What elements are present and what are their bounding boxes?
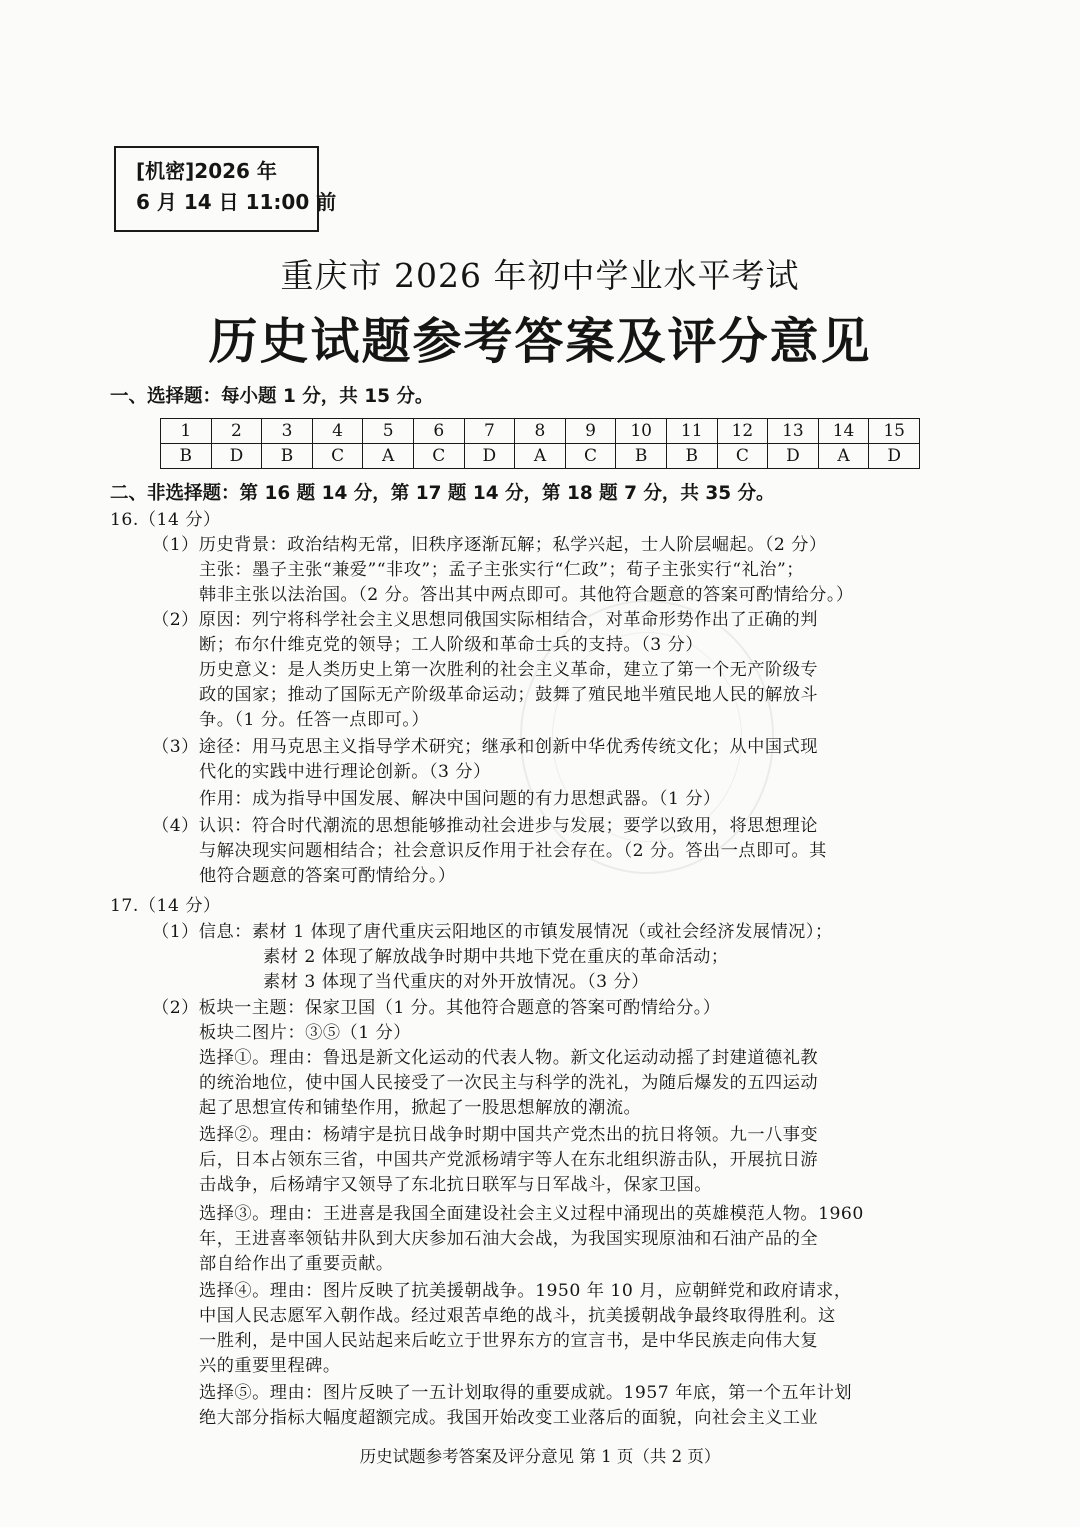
question-number-cell: 3 <box>262 419 313 444</box>
answer-line: 素材 3 体现了当代重庆的对外开放情况。（3 分） <box>263 972 649 992</box>
confidential-line-1: [机密]2026 年 <box>136 159 277 183</box>
question-heading: 17.（14 分） <box>110 896 221 916</box>
answer-line: 选择③。理由：王进喜是我国全面建设社会主义过程中涌现出的英雄模范人物。1960 <box>199 1204 864 1224</box>
question-number-cell: 1 <box>161 419 212 444</box>
section-2-heading: 二、非选择题：第 16 题 14 分，第 17 题 14 分，第 18 题 7 分，共 35 分。 <box>110 483 775 504</box>
answer-line: 代化的实践中进行理论创新。（3 分） <box>199 762 491 782</box>
answer-letter-cell: D <box>768 444 819 469</box>
answer-line: 选择④。理由：图片反映了抗美援朝战争。1950 年 10 月，应朝鲜党和政府请求， <box>199 1281 852 1301</box>
answer-line: 起了思想宣传和铺垫作用，掀起了一股思想解放的潮流。 <box>199 1098 642 1118</box>
answer-letter-cell: C <box>565 444 616 469</box>
answer-line: 的统治地位，使中国人民接受了一次民主与科学的洗礼，为随后爆发的五四运动 <box>199 1073 819 1093</box>
answer-line: （4）认识：符合时代潮流的思想能够推动社会进步与发展；要学以致用，将思想理论 <box>152 816 818 836</box>
question-heading: 16.（14 分） <box>110 510 221 530</box>
answer-line: 韩非主张以法治国。（2 分。答出其中两点即可。其他符合题意的答案可酌情给分。） <box>199 585 854 605</box>
answer-letter-cell: B <box>616 444 667 469</box>
page-title: 历史试题参考答案及评分意见 <box>208 313 872 370</box>
answer-line: 选择①。理由：鲁迅是新文化运动的代表人物。新文化运动动摇了封建道德礼教 <box>199 1048 819 1068</box>
answer-line: 选择②。理由：杨靖宇是抗日战争时期中国共产党杰出的抗日将领。九一八事变 <box>199 1125 819 1145</box>
question-number-cell: 15 <box>869 419 920 444</box>
answer-line: 年，王进喜率领钻井队到大庆参加石油大会战，为我国实现原油和石油产品的全 <box>199 1229 819 1249</box>
question-number-cell: 2 <box>211 419 262 444</box>
answer-letter-cell: B <box>666 444 717 469</box>
question-number-cell: 11 <box>666 419 717 444</box>
answer-line: （3）途径：用马克思主义指导学术研究；继承和创新中华优秀传统文化；从中国式现 <box>152 737 818 757</box>
question-number-cell: 7 <box>464 419 515 444</box>
answer-line: 击战争，后杨靖宇又领导了东北抗日联军与日军战斗，保家卫国。 <box>199 1175 712 1195</box>
answer-line: 一胜利，是中国人民站起来后屹立于世界东方的宣言书，是中华民族走向伟大复 <box>199 1331 819 1351</box>
answer-line: 绝大部分指标大幅度超额完成。我国开始改变工业落后的面貌，向社会主义工业 <box>199 1408 819 1428</box>
answer-line: （1）历史背景：政治结构无常，旧秩序逐渐瓦解；私学兴起，士人阶层崛起。（2 分） <box>152 535 827 555</box>
section-1-heading: 一、选择题：每小题 1 分，共 15 分。 <box>110 386 434 407</box>
answer-line: 素材 2 体现了解放战争时期中共地下党在重庆的革命活动； <box>263 947 729 967</box>
answer-line: （2）原因：列宁将科学社会主义思想同俄国实际相结合，对革命形势作出了正确的判 <box>152 610 818 630</box>
question-number-cell: 4 <box>312 419 363 444</box>
question-number-cell: 10 <box>616 419 667 444</box>
question-number-cell: 14 <box>818 419 869 444</box>
question-number-cell: 5 <box>363 419 414 444</box>
answer-letter-cell: C <box>717 444 768 469</box>
answer-line: 政的国家；推动了国际无产阶级革命运动；鼓舞了殖民地半殖民地人民的解放斗 <box>199 685 819 705</box>
confidential-line-2: 6 月 14 日 11:00 前 <box>136 190 337 214</box>
answer-letter-cell: A <box>818 444 869 469</box>
answer-letter-cell: D <box>869 444 920 469</box>
answer-letter-cell: B <box>262 444 313 469</box>
answer-line: 断；布尔什维克党的领导；工人阶级和革命士兵的支持。（3 分） <box>199 635 704 655</box>
answer-line: 中国人民志愿军入朝作战。经过艰苦卓绝的战斗，抗美援朝战争最终取得胜利。这 <box>199 1306 836 1326</box>
answer-letter-cell: A <box>515 444 566 469</box>
answer-table <box>160 418 920 469</box>
answer-line: 与解决现实问题相结合；社会意识反作用于社会存在。（2 分。答出一点即可。其 <box>199 841 827 861</box>
answer-letter-cell: A <box>363 444 414 469</box>
answer-line: 板块二图片：③⑤（1 分） <box>199 1023 411 1043</box>
question-number-cell: 8 <box>515 419 566 444</box>
answer-table-answer-row <box>161 444 920 469</box>
answer-line: 部自给作出了重要贡献。 <box>199 1254 394 1274</box>
question-number-cell: 6 <box>413 419 464 444</box>
answer-line: 争。（1 分。任答一点即可。） <box>199 710 430 730</box>
answer-line: 他符合题意的答案可酌情给分。） <box>199 866 456 886</box>
answer-line: 选择⑤。理由：图片反映了一五计划取得的重要成就。1957 年底，第一个五年计划 <box>199 1383 853 1403</box>
question-number-cell: 12 <box>717 419 768 444</box>
answer-table-number-row <box>161 419 920 444</box>
confidential-notice-box <box>114 146 337 232</box>
answer-line: 作用：成为指导中国发展、解决中国问题的有力思想武器。（1 分） <box>199 789 721 809</box>
answer-line: （2）板块一主题：保家卫国（1 分。其他符合题意的答案可酌情给分。） <box>152 998 721 1018</box>
page-footer: 历史试题参考答案及评分意见 第 1 页（共 2 页） <box>359 1447 721 1466</box>
answer-letter-cell: C <box>312 444 363 469</box>
question-number-cell: 13 <box>768 419 819 444</box>
answer-letter-cell: D <box>211 444 262 469</box>
exam-title: 重庆市 2026 年初中学业水平考试 <box>280 256 800 295</box>
answer-line: 兴的重要里程碑。 <box>199 1356 341 1376</box>
answer-line: 历史意义：是人类历史上第一次胜利的社会主义革命，建立了第一个无产阶级专 <box>199 660 819 680</box>
answer-letter-cell: B <box>161 444 212 469</box>
answer-letter-cell: C <box>413 444 464 469</box>
answer-letter-cell: D <box>464 444 515 469</box>
answer-line: （1）信息：素材 1 体现了唐代重庆云阳地区的市镇发展情况（或社会经济发展情况）； <box>152 922 833 942</box>
question-number-cell: 9 <box>565 419 616 444</box>
answer-line: 后，日本占领东三省，中国共产党派杨靖宇等人在东北组织游击队，开展抗日游 <box>199 1150 819 1170</box>
answer-line: 主张：墨子主张“兼爱”“非攻”；孟子主张实行“仁政”；荀子主张实行“礼治”； <box>199 560 804 580</box>
